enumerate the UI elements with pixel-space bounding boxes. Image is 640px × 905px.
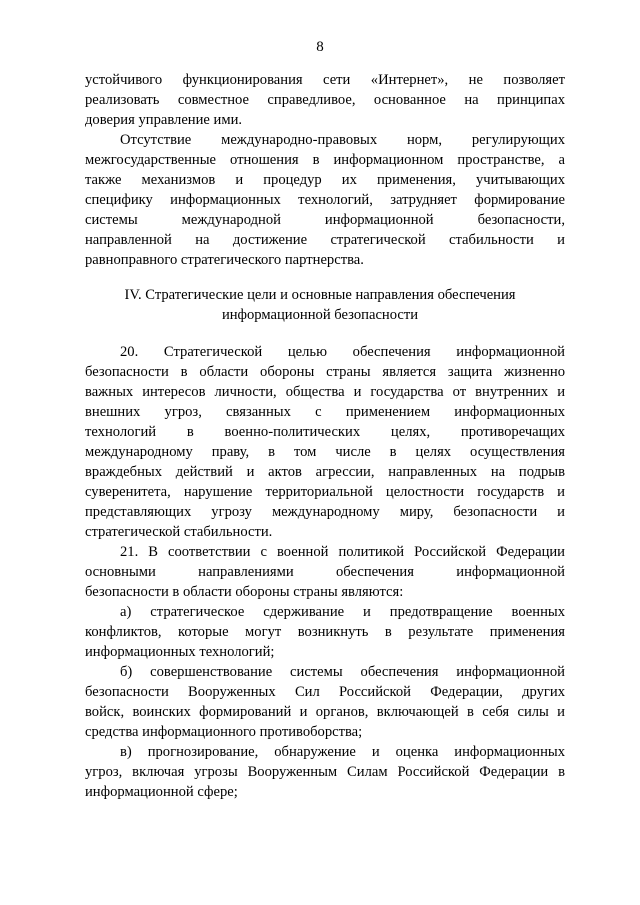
list-item-line: безопасности Вооруженных Сил Российской Федерации, других	[85, 684, 565, 700]
text-line: враждебных действий и актов агрессии, направленных на подрыв	[85, 464, 565, 480]
text-line: устойчивого функционирования сети «Интернет», не позволяет	[85, 72, 565, 88]
list-item-line: в) прогнозирование, обнаружение и оценка информационных	[120, 744, 565, 760]
text-line: внешних угроз, связанных с применением информационных	[85, 404, 565, 420]
text-line: международному праву, в том числе в целях осуществления	[85, 444, 565, 460]
text-line: стратегической стабильности.	[85, 524, 273, 540]
list-item-line: средства информационного противоборства;	[85, 724, 363, 740]
list-item-line: информационной сфере;	[85, 784, 238, 800]
text-line: также механизмов и процедур их применения, учитывающих	[85, 172, 565, 188]
text-line: технологий в военно-политических целях, противоречащих	[85, 424, 565, 440]
text-line: направленной на достижение стратегической стабильности и	[85, 232, 565, 248]
text-line: представляющих угрозу международному миру, безопасности и	[85, 504, 565, 520]
list-item-line: угроз, включая угрозы Вооруженным Силам Российской Федерации в	[85, 764, 565, 780]
text-line: 20. Стратегической целью обеспечения информационной	[120, 344, 565, 360]
text-line: основными направлениями обеспечения информационной	[85, 564, 565, 580]
list-item-line: войск, воинских формирований и органов, включающей в себя силы и	[85, 704, 565, 720]
text-line: доверия управление ими.	[85, 112, 243, 128]
list-item-line: конфликтов, которые могут возникнуть в результате применения	[85, 624, 565, 640]
text-line: суверенитета, нарушение территориальной целостности государств и	[85, 484, 565, 500]
section-heading-line: информационной безопасности	[221, 307, 419, 323]
list-item-line: а) стратегическое сдерживание и предотвращение военных	[120, 604, 565, 620]
text-line: межгосударственные отношения в информационном пространстве, а	[85, 152, 565, 168]
text-line: безопасности в области обороны страны являются:	[85, 584, 404, 600]
text-line: важных интересов личности, общества и государства от внутренних и	[85, 384, 565, 400]
text-line: безопасности в области обороны страны является защита жизненно	[85, 364, 565, 380]
text-line: специфику информационных технологий, затрудняет формирование	[85, 192, 565, 208]
text-line: 21. В соответствии с военной политикой Российской Федерации	[120, 544, 565, 560]
text-line: Отсутствие международно-правовых норм, регулирующих	[120, 132, 565, 148]
list-item-line: информационных технологий;	[85, 644, 275, 660]
section-heading-line: IV. Стратегические цели и основные направления обеспечения	[124, 287, 516, 303]
list-item-line: б) совершенствование системы обеспечения информационной	[120, 664, 565, 680]
text-line: равноправного стратегического партнерства.	[85, 252, 364, 268]
page-number: 8	[316, 39, 324, 55]
text-line: реализовать совместное справедливое, основанное на принципах	[85, 92, 565, 108]
text-line: системы международной информационной безопасности,	[85, 212, 565, 228]
